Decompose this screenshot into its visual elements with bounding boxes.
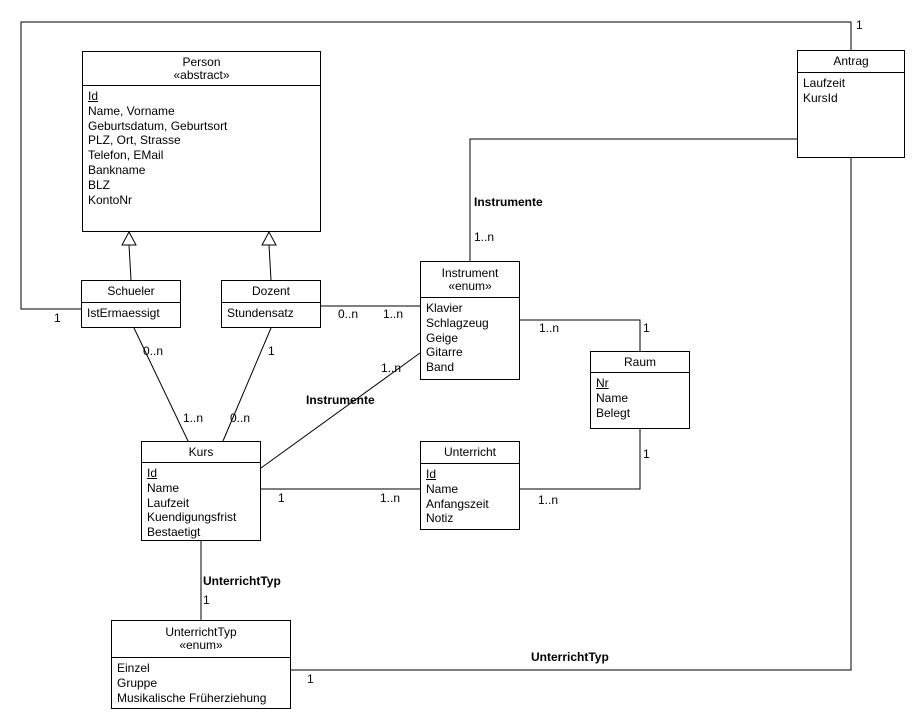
class-unterrichttyp[interactable] xyxy=(111,620,291,709)
class-attribute: Anfangszeit xyxy=(426,496,489,511)
class-attribute: Bankname xyxy=(88,162,146,177)
multiplicity-label: 1..n xyxy=(539,321,560,335)
class-attribute: Name xyxy=(596,390,629,405)
multiplicity-label: 1 xyxy=(268,344,275,358)
class-attribute: IstErmaessigt xyxy=(87,306,160,320)
class-attribute: Name xyxy=(147,480,180,495)
class-attribute: Geige xyxy=(426,330,459,345)
class-attribute: Einzel xyxy=(117,661,150,675)
class-title: Kurs xyxy=(188,444,214,459)
generalization-arrow-icon xyxy=(262,232,276,245)
class-header xyxy=(222,281,320,303)
class-attribute: Id xyxy=(147,466,158,480)
class-attribute: Telefon, EMail xyxy=(88,148,164,163)
class-attribute: KontoNr xyxy=(88,192,133,207)
multiplicity-label: 1..n xyxy=(383,307,404,321)
class-attribute: Notiz xyxy=(426,511,454,526)
class-attribute: Schlagzeug xyxy=(426,315,489,330)
class-title: Person xyxy=(182,54,221,69)
class-stereotype: «abstract» xyxy=(173,67,230,82)
class-attributes xyxy=(421,464,519,526)
class-attribute: Musikalische Früherziehung xyxy=(117,690,267,705)
association-name-label: UnterrichtTyp xyxy=(203,574,281,588)
class-attribute: Nr xyxy=(596,376,609,390)
multiplicity-label: 1..n xyxy=(381,361,402,375)
multiplicity-label: 1 xyxy=(203,593,210,607)
class-stereotype: «enum» xyxy=(179,638,223,652)
class-title: Dozent xyxy=(251,284,291,298)
class-attributes xyxy=(112,658,290,705)
edge-dozent-person-generalization[interactable] xyxy=(269,245,271,280)
class-title: Antrag xyxy=(833,54,869,68)
class-stereotype: «enum» xyxy=(448,278,492,293)
multiplicity-label: 1 xyxy=(307,672,314,686)
generalization-arrow-icon xyxy=(122,232,136,245)
class-attribute: Kuendigungsfrist xyxy=(147,510,237,525)
class-attributes xyxy=(591,373,689,420)
class-title: Instrument xyxy=(441,265,499,280)
multiplicity-label: 1 xyxy=(643,447,650,461)
multiplicity-label: 1..n xyxy=(183,411,204,425)
class-attribute: Id xyxy=(88,89,99,103)
class-attributes xyxy=(83,86,320,207)
class-title: UnterrichtTyp xyxy=(165,625,237,639)
class-attributes xyxy=(82,303,180,321)
class-attribute: Geburtsdatum, Geburtsort xyxy=(88,118,228,133)
class-attribute: Id xyxy=(426,467,437,481)
class-dozent[interactable] xyxy=(221,280,321,328)
multiplicity-label: 1 xyxy=(278,491,285,505)
association-name-label: Instrumente xyxy=(474,195,543,209)
class-unterricht[interactable] xyxy=(420,441,520,530)
multiplicity-label: 0..n xyxy=(338,307,359,321)
class-person[interactable] xyxy=(82,51,321,232)
edge-unterrichttyp-antrag[interactable] xyxy=(291,158,851,670)
class-header xyxy=(591,352,689,373)
class-attribute: Gruppe xyxy=(117,675,158,690)
class-attributes xyxy=(142,463,260,540)
class-header xyxy=(798,51,904,73)
class-attribute: Name, Vorname xyxy=(88,103,175,118)
class-header xyxy=(421,262,519,298)
class-header xyxy=(83,52,320,86)
class-attribute: Stundensatz xyxy=(227,306,294,320)
class-attribute: KursId xyxy=(803,90,838,105)
class-header xyxy=(82,281,180,303)
class-antrag[interactable] xyxy=(797,50,905,158)
class-header xyxy=(142,442,260,463)
class-raum[interactable] xyxy=(590,351,690,429)
edge-instrument-raum[interactable] xyxy=(520,320,640,351)
multiplicity-label: 1..n xyxy=(474,230,495,244)
multiplicity-label: 0..n xyxy=(143,344,164,358)
class-schueler[interactable] xyxy=(81,280,181,328)
class-attribute: Klavier xyxy=(426,301,463,315)
multiplicity-label: 0..n xyxy=(230,411,251,425)
class-attribute: Name xyxy=(426,481,459,496)
class-attribute: PLZ, Ort, Strasse xyxy=(88,133,181,148)
class-attributes xyxy=(222,303,320,321)
class-title: Raum xyxy=(623,354,656,369)
multiplicity-label: 1 xyxy=(643,321,650,335)
multiplicity-label: 1..n xyxy=(538,493,559,507)
class-attribute: BLZ xyxy=(88,177,111,192)
class-header xyxy=(421,442,519,464)
association-name-label: Instrumente xyxy=(306,393,375,407)
multiplicity-label: 1 xyxy=(54,311,61,325)
class-attribute: Gitarre xyxy=(426,345,463,360)
multiplicity-label: 1..n xyxy=(380,491,401,505)
class-attribute: Bestaetigt xyxy=(147,525,201,540)
class-attribute: Laufzeit xyxy=(803,76,846,90)
class-title: Unterricht xyxy=(443,445,496,459)
class-instrument[interactable] xyxy=(420,261,520,380)
class-attribute: Band xyxy=(426,360,455,375)
class-kurs[interactable] xyxy=(141,441,261,541)
edge-raum-unterricht[interactable] xyxy=(520,429,640,489)
class-attribute: Belegt xyxy=(596,405,631,420)
class-attributes xyxy=(798,73,904,106)
class-attributes xyxy=(421,298,519,375)
edge-schueler-person-generalization[interactable] xyxy=(129,245,131,280)
class-header xyxy=(112,621,290,658)
association-name-label: UnterrichtTyp xyxy=(531,650,609,664)
multiplicity-label: 1 xyxy=(856,18,863,32)
class-attribute: Laufzeit xyxy=(147,495,190,510)
class-title: Schueler xyxy=(107,284,155,298)
